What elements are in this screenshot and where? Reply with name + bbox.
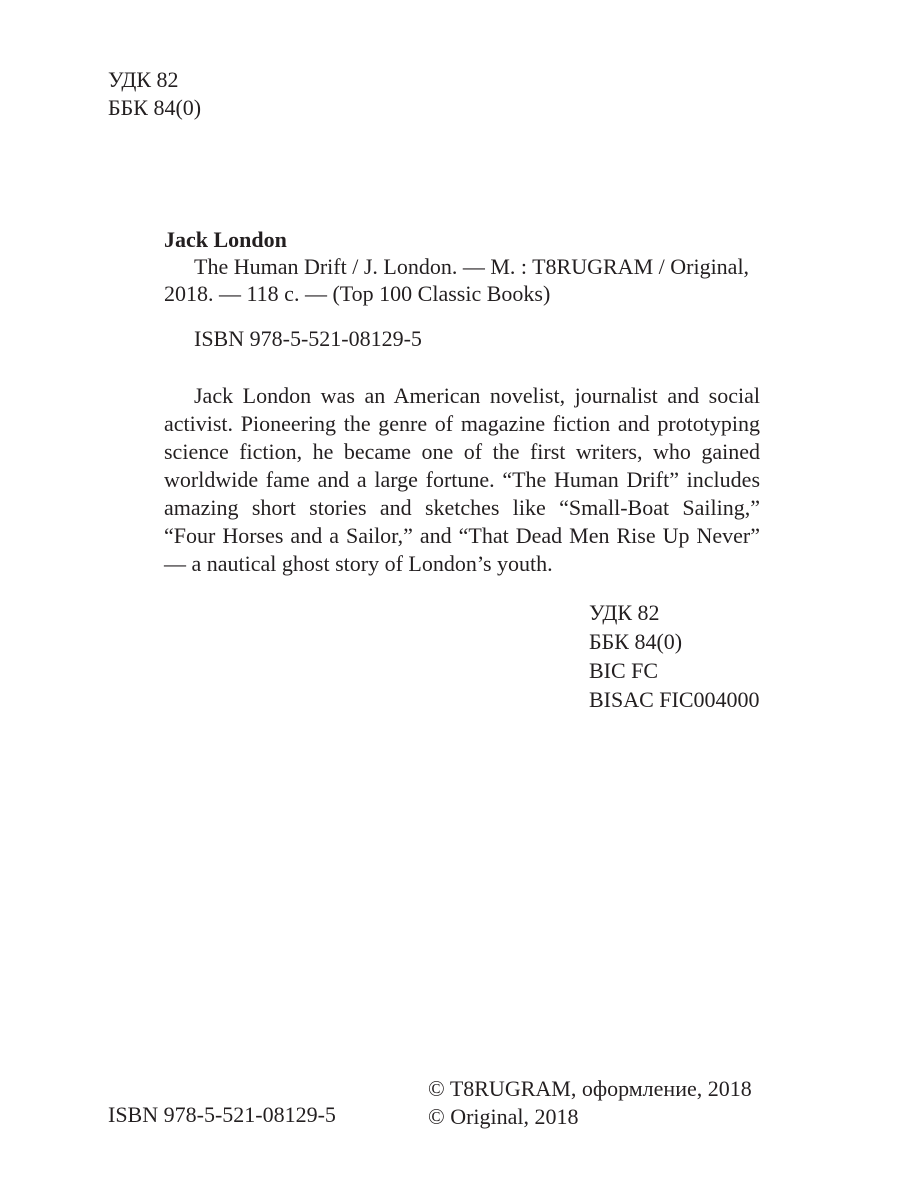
publication-details: 2018. — 118 c. — (Top 100 Classic Books): [164, 281, 551, 306]
copyright-design: © T8RUGRAM, оформление, 2018: [428, 1076, 752, 1101]
bic-code: BIC FC: [589, 658, 659, 683]
copyright-notices: [428, 1075, 752, 1131]
classification-codes: [589, 598, 760, 714]
bbk-code: ББК 84(0): [108, 95, 202, 120]
udk-code: УДК 82: [108, 67, 179, 92]
isbn: ISBN 978-5-521-08129-5: [194, 326, 422, 351]
footer-isbn: ISBN 978-5-521-08129-5: [108, 1102, 336, 1127]
top-classification-codes: [108, 66, 201, 122]
bibliographic-record: [164, 226, 760, 352]
author-name: Jack London: [164, 227, 287, 252]
copyright-original: © Original, 2018: [428, 1104, 579, 1129]
udk-code: УДК 82: [589, 600, 660, 625]
bisac-code: BISAC FIC004000: [589, 687, 760, 712]
title-statement: The Human Drift / J. London. — M. : T8RUGRAM / Original,: [194, 254, 750, 279]
book-annotation: Jack London was an American novelist, journalist and social activist. Pioneering the genre of magazine fiction and prototyping science fiction, he became one of the first writers, who gained worldwide fame and a large fortune. “The Human Drift” includes amazing short stories and sketches like “Small-Boat Sailing,” “Four Horses and a Sailor,” and “That Dead Men Rise Up Never” — a nautical ghost story of London’s youth.: [164, 383, 760, 576]
bbk-code: ББК 84(0): [589, 629, 683, 654]
